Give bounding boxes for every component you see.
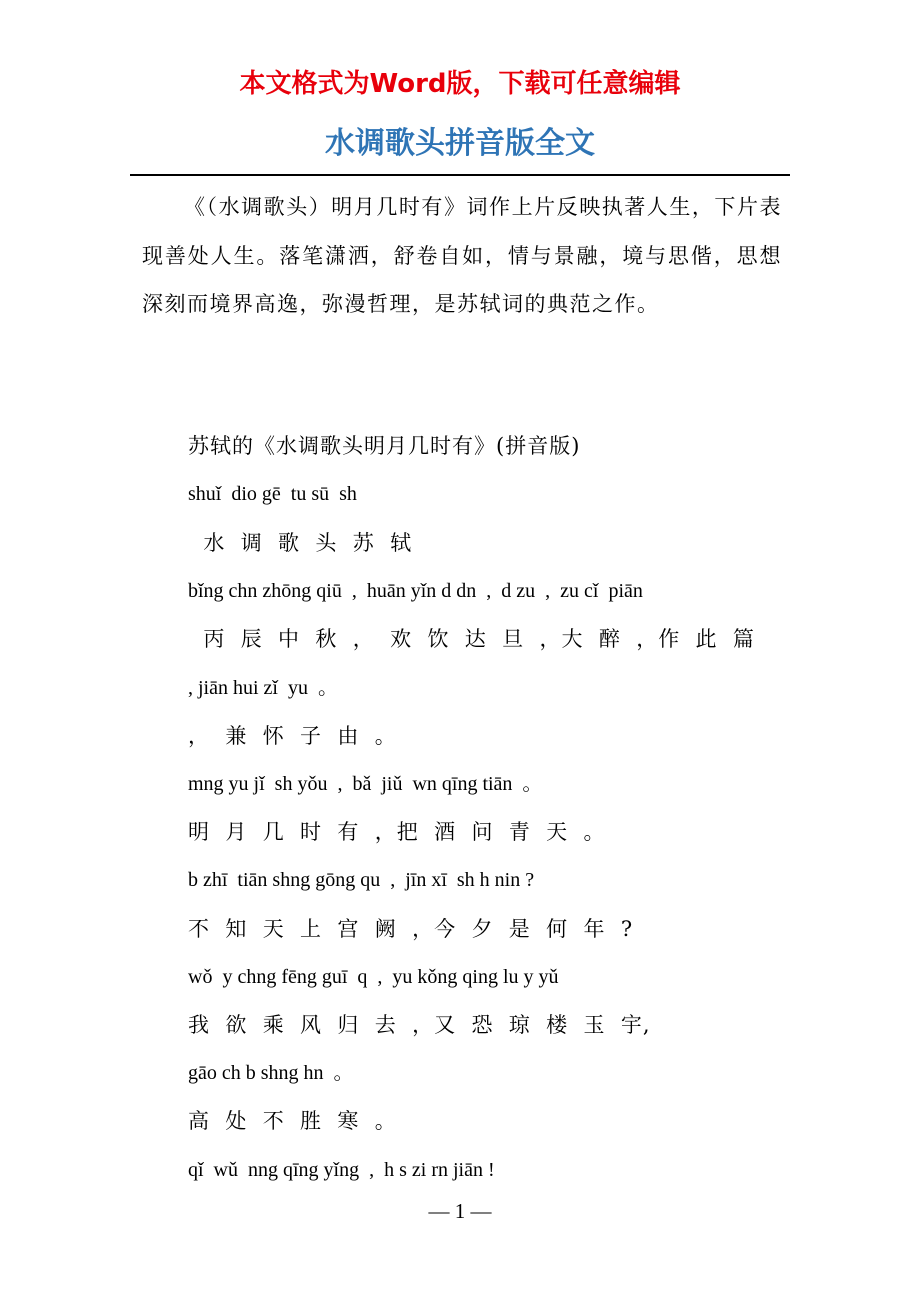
- pinyin-line: b zhī tiān shng gōng qu , jīn xī sh h nin ?: [188, 869, 535, 891]
- pinyin-line: gāo ch b shng hn 。: [188, 1062, 354, 1084]
- pinyin-line: qǐ wǔ nng qīng yǐng , h s zi rn jiān !: [188, 1159, 495, 1181]
- hanzi-line: 我 欲 乘 风 归 去 ，又 恐 琼 楼 玉 宇,: [188, 1013, 651, 1037]
- hanzi-line: 高 处 不 胜 寒 。: [188, 1109, 397, 1133]
- hanzi-line: 水 调 歌 头 苏 轼: [188, 531, 413, 555]
- hanzi-line: 丙 辰 中 秋 ， 欢 饮 达 旦 ，大 醉 ，作 此 篇: [188, 627, 755, 651]
- page-number: — 1 —: [428, 1199, 492, 1223]
- pinyin-line: mng yu jǐ sh yǒu , bǎ jiǔ wn qīng tiān 。: [188, 773, 543, 795]
- title-divider: [130, 174, 790, 176]
- pinyin-line: , jiān hui zǐ yu 。: [188, 677, 338, 699]
- hanzi-line: ， 兼 怀 子 由 。: [188, 724, 397, 748]
- pinyin-line: shuǐ dio gē tu sū sh: [188, 483, 357, 505]
- poem-heading: 苏轼的《水调歌头明月几时有》(拼音版): [188, 434, 581, 458]
- format-banner: 本文格式为Word版，下载可任意编辑: [239, 69, 681, 99]
- intro-paragraph: 《（水调歌头）明月几时有》词作上片反映执著人生，下片表现善处人生。落笔潇洒，舒卷自如，情与景融，境与思偕，思想深刻而境界高逸，弥漫哲理，是苏轼词的典范之作。: [142, 195, 782, 316]
- document-title: 水调歌头拼音版全文: [325, 126, 595, 161]
- pinyin-line: wǒ y chng fēng guī q , yu kǒng qing lu y yǔ: [188, 966, 559, 988]
- hanzi-line: 不 知 天 上 宫 阙 ，今 夕 是 何 年 ?: [188, 917, 634, 941]
- pinyin-line: bǐng chn zhōng qiū , huān yǐn d dn , d zu , zu cǐ piān: [188, 580, 643, 602]
- hanzi-line: 明 月 几 时 有 ，把 酒 问 青 天 。: [188, 820, 606, 844]
